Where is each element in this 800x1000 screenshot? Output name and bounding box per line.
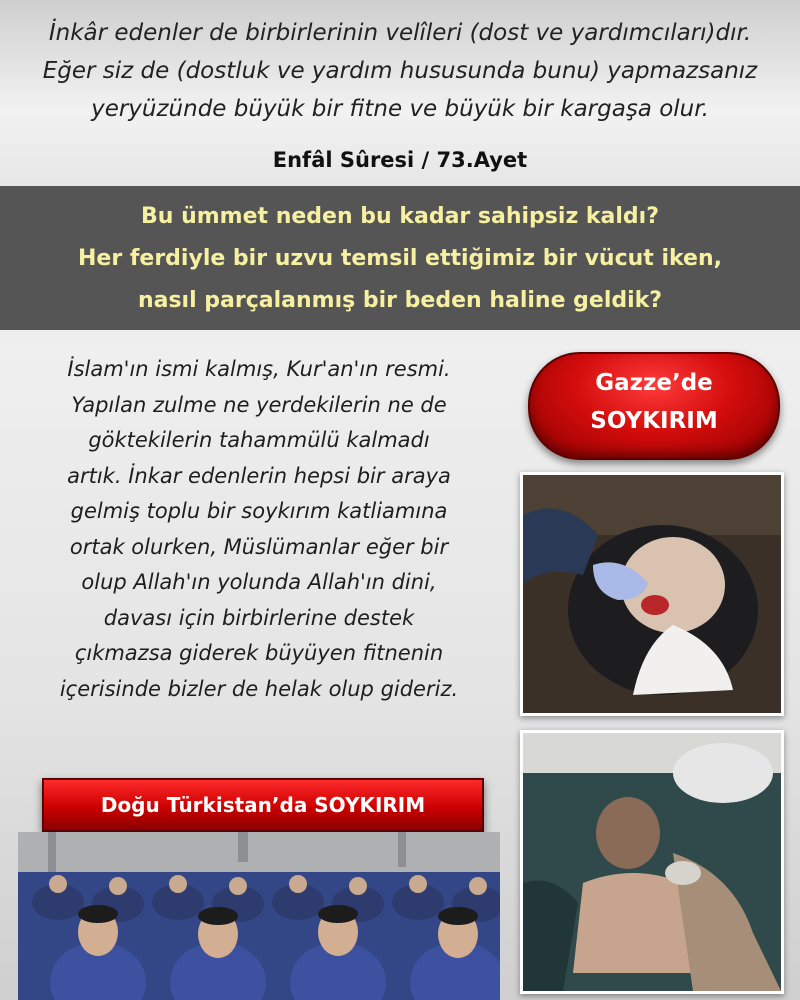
body-paragraph — [14, 352, 504, 707]
body-line: göktekilerin tahammülü kalmadı — [88, 428, 430, 452]
quote-section — [0, 0, 800, 186]
body-line: artık. İnkar edenlerin hepsi bir araya — [67, 463, 451, 488]
question-text — [0, 196, 800, 322]
verse-line: yeryüzünde büyük bir fitne ve büyük bir kargaşa olur. — [91, 96, 709, 122]
body-line: olup Allah'ın yolunda Allah'ın dini, — [81, 570, 437, 594]
body-line: ortak olurken, Müslümanlar eğer bir — [69, 534, 449, 559]
body-line: gelmiş toplu bir soykırım katliamına — [70, 499, 448, 523]
body-line: içerisinde bizler de helak olup gideriz. — [59, 676, 459, 701]
east-turkestan-photo — [18, 832, 500, 1000]
body-line: davası için birbirlerine destek — [103, 605, 415, 630]
verse-line: İnkâr edenler de birbirlerinin velîleri (dost ve yardımcıları)dır. — [48, 20, 752, 46]
gazze-genocide-badge — [528, 352, 780, 460]
body-line: çıkmazsa giderek büyüyen fitnenin — [74, 641, 444, 665]
verse-line: Eğer siz de (dostluk ve yardım hususunda bunu) yapmazsanız — [42, 58, 758, 84]
body-line: Yapılan zulme ne yerdekilerin ne de — [71, 392, 447, 417]
body-line: İslam'ın ismi kalmış, Kur'an'ın resmi. — [67, 357, 451, 381]
verse-quote — [0, 14, 800, 128]
question-band — [0, 186, 800, 330]
photo-placeholder — [523, 475, 781, 713]
question-line: Bu ümmet neden bu kadar sahipsiz kaldı? — [141, 204, 659, 229]
verse-source: Enfâl Sûresi / 73.Ayet — [272, 148, 528, 172]
crowd-image — [18, 832, 500, 1000]
gaza-photo-child-1 — [520, 472, 784, 716]
question-line: Her ferdiyle bir uzvu temsil ettiğimiz bir vücut iken, — [78, 246, 722, 271]
photo-placeholder — [523, 733, 781, 991]
east-turkestan-genocide-badge: Doğu Türkistan’da SOYKIRIM — [42, 778, 484, 832]
gaza-photo-child-2 — [520, 730, 784, 994]
badge-line-1: Gazze’de — [595, 370, 713, 396]
badge-line-2: SOYKIRIM — [590, 408, 718, 434]
question-line: nasıl parçalanmış bir beden haline geldik? — [137, 288, 663, 313]
